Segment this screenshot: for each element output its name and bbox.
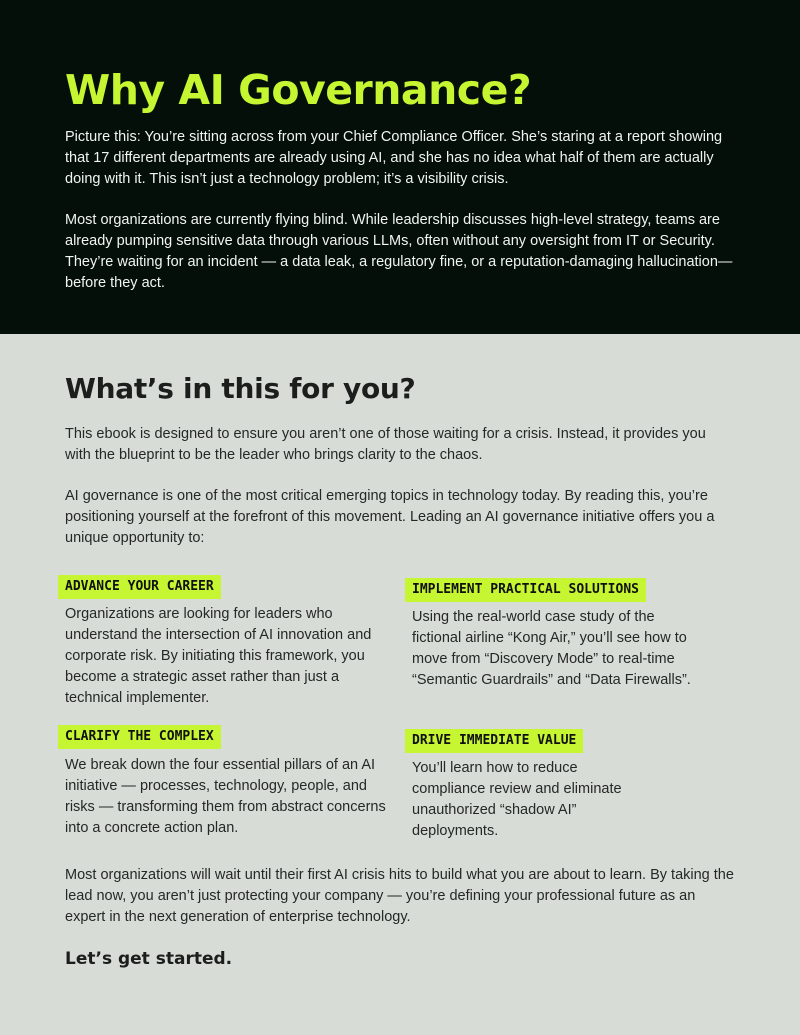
intro-section	[0, 0, 800, 334]
benefit-badge-drive-value: DRIVE IMMEDIATE VALUE	[405, 729, 583, 753]
page-title: Why AI Governance?	[65, 66, 532, 114]
benefits-section	[0, 334, 800, 1035]
intro-paragraph: Picture this: You’re sitting across from your Chief Compliance Officer. She’s staring at a report showing that 17 different departments are already using AI, and she has no idea what half of them are actually doing with it. This isn’t just a technology problem; it’s a visibility crisis.	[65, 129, 723, 187]
section-paragraph: This ebook is designed to ensure you aren’t one of those waiting for a crisis. Instead, it provides you with the blueprint to be the leader who brings clarity to the chaos.	[65, 426, 706, 463]
intro-paragraph: Most organizations are currently flying blind. While leadership discusses high-level strategy, teams are already pumping sensitive data through various LLMs, often without any oversight from IT or Security. They’re waiting for an incident — a data leak, a regulatory fine, or a reputation-damaging hallucination— before they act.	[65, 212, 733, 291]
benefit-text-practical-solutions: Using the real-world case study of the fictional airline “Kong Air,” you’ll see how to move from “Discovery Mode” to real-time “Semantic Guardrails” and “Data Firewalls”.	[412, 609, 691, 688]
closing-line: Let’s get started.	[65, 949, 233, 969]
benefit-text-drive-value: You’ll learn how to reduce compliance review and eliminate unauthorized “shadow AI” deployments.	[412, 760, 622, 839]
benefit-text-clarify-complex: We break down the four essential pillars of an AI initiative — processes, technology, people, and risks — transforming them from abstract concerns into a concrete action plan.	[65, 757, 386, 836]
benefit-badge-advance-career: ADVANCE YOUR CAREER	[58, 575, 221, 599]
outro-paragraph: Most organizations will wait until their first AI crisis hits to build what you are about to learn. By taking the lead now, you aren’t just protecting your company — you’re defining your professional future as an expert in the next generation of enterprise technology.	[65, 867, 734, 925]
benefit-badge-practical-solutions: IMPLEMENT PRACTICAL SOLUTIONS	[405, 578, 646, 602]
benefit-badge-clarify-complex: CLARIFY THE COMPLEX	[58, 725, 221, 749]
section-heading: What’s in this for you?	[65, 372, 416, 405]
benefit-text-advance-career: Organizations are looking for leaders who understand the intersection of AI innovation and corporate risk. By initiating this framework, you become a strategic asset rather than just a technical implementer.	[65, 606, 372, 706]
section-paragraph: AI governance is one of the most critical emerging topics in technology today. By reading this, you’re positioning yourself at the forefront of this movement. Leading an AI governance initiative offers you a unique opportunity to:	[65, 488, 715, 546]
